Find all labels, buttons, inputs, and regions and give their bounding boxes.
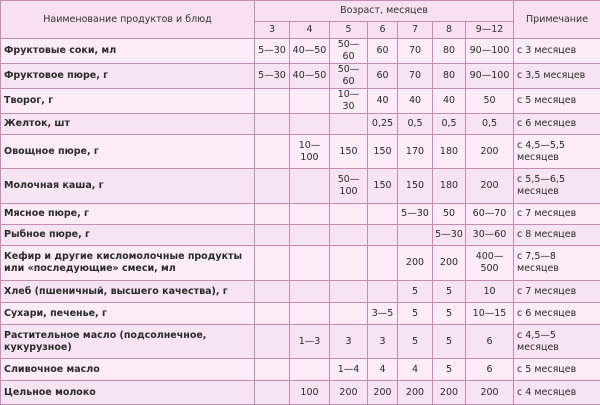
quantity-cell [255, 114, 290, 135]
product-name-cell: Молочная каша, г [1, 169, 255, 204]
quantity-cell [255, 169, 290, 204]
quantity-cell: 0,5 [433, 114, 466, 135]
quantity-cell: 5 [398, 325, 433, 359]
quantity-cell: 10— 100 [290, 135, 330, 169]
table-row [1, 381, 600, 405]
quantity-cell [330, 225, 368, 246]
table-row [1, 64, 600, 89]
quantity-cell: 60 [368, 39, 398, 64]
quantity-cell [290, 225, 330, 246]
quantity-cell: 5—30 [255, 64, 290, 89]
quantity-cell: 10 [466, 281, 514, 303]
product-name-cell: Цельное молоко [1, 381, 255, 405]
quantity-cell: 200 [433, 381, 466, 405]
quantity-cell: 50 [433, 204, 466, 225]
product-name-cell: Творог, г [1, 89, 255, 114]
product-name-cell: Растительное масло (подсолнечное, кукурузное) [1, 325, 255, 359]
quantity-cell: 80 [433, 39, 466, 64]
note-cell: с 6 месяцев [514, 114, 600, 135]
product-name-cell: Кефир и другие кисломолочные продукты или «последующие» смеси, мл [1, 246, 255, 281]
quantity-cell: 40 [433, 89, 466, 114]
table-row [1, 303, 600, 325]
quantity-cell [330, 281, 368, 303]
note-cell: с 5 месяцев [514, 359, 600, 381]
table-row [1, 169, 600, 204]
product-name-cell: Сухари, печенье, г [1, 303, 255, 325]
quantity-cell: 60 [368, 64, 398, 89]
note-cell: с 7,5—8 месяцев [514, 246, 600, 281]
note-cell: с 3 месяцев [514, 39, 600, 64]
note-cell: с 3,5 месяцев [514, 64, 600, 89]
quantity-cell [255, 225, 290, 246]
quantity-cell: 80 [433, 64, 466, 89]
quantity-cell: 6 [466, 325, 514, 359]
quantity-cell [368, 225, 398, 246]
age-group-header: Возраст, месяцев [255, 1, 514, 22]
quantity-cell [330, 303, 368, 325]
quantity-cell: 3 [368, 325, 398, 359]
quantity-cell: 40—50 [290, 39, 330, 64]
quantity-cell [255, 281, 290, 303]
product-name-cell: Рыбное пюре, г [1, 225, 255, 246]
product-name-cell: Фруктовое пюре, г [1, 64, 255, 89]
age-month-header: 8 [433, 22, 466, 39]
product-name-cell: Мясное пюре, г [1, 204, 255, 225]
quantity-cell: 70 [398, 64, 433, 89]
quantity-cell: 0,5 [398, 114, 433, 135]
quantity-cell: 200 [368, 381, 398, 405]
quantity-cell: 180 [433, 135, 466, 169]
quantity-cell: 200 [433, 246, 466, 281]
quantity-cell: 4 [398, 359, 433, 381]
table-row [1, 325, 600, 359]
quantity-cell: 180 [433, 169, 466, 204]
quantity-cell: 150 [330, 135, 368, 169]
quantity-cell [330, 246, 368, 281]
quantity-cell: 200 [398, 246, 433, 281]
quantity-cell [255, 89, 290, 114]
quantity-cell: 4 [368, 359, 398, 381]
quantity-cell: 5—30 [255, 39, 290, 64]
quantity-cell: 5 [433, 325, 466, 359]
quantity-cell: 5 [398, 303, 433, 325]
product-name-cell: Хлеб (пшеничный, высшего качества), г [1, 281, 255, 303]
quantity-cell: 200 [466, 135, 514, 169]
table-row [1, 359, 600, 381]
age-month-header: 6 [368, 22, 398, 39]
quantity-cell: 40 [398, 89, 433, 114]
quantity-cell: 60—70 [466, 204, 514, 225]
note-cell: с 4 месяцев [514, 381, 600, 405]
quantity-cell [368, 246, 398, 281]
note-cell: с 5,5—6,5 месяцев [514, 169, 600, 204]
quantity-cell [290, 89, 330, 114]
product-column-header: Наименование продуктов и блюд [1, 1, 255, 39]
age-month-header: 4 [290, 22, 330, 39]
quantity-cell [330, 204, 368, 225]
quantity-cell: 150 [368, 169, 398, 204]
quantity-cell: 100 [290, 381, 330, 405]
quantity-cell: 5 [398, 281, 433, 303]
quantity-cell: 5 [433, 303, 466, 325]
quantity-cell: 150 [398, 169, 433, 204]
note-cell: с 7 месяцев [514, 204, 600, 225]
quantity-cell: 50—60 [330, 64, 368, 89]
product-name-cell: Овощное пюре, г [1, 135, 255, 169]
quantity-cell: 200 [398, 381, 433, 405]
table-row [1, 89, 600, 114]
quantity-cell: 50 [466, 89, 514, 114]
quantity-cell: 40 [368, 89, 398, 114]
quantity-cell [290, 169, 330, 204]
age-month-header: 7 [398, 22, 433, 39]
quantity-cell: 3—5 [368, 303, 398, 325]
quantity-cell [290, 303, 330, 325]
quantity-cell [368, 281, 398, 303]
quantity-cell: 200 [330, 381, 368, 405]
quantity-cell [330, 114, 368, 135]
quantity-cell: 70 [398, 39, 433, 64]
quantity-cell: 40—50 [290, 64, 330, 89]
quantity-cell: 10—30 [330, 89, 368, 114]
quantity-cell: 0,5 [466, 114, 514, 135]
table-row [1, 114, 600, 135]
quantity-cell [290, 281, 330, 303]
quantity-cell [255, 204, 290, 225]
quantity-cell: 0,25 [368, 114, 398, 135]
quantity-cell: 5—30 [398, 204, 433, 225]
table-row [1, 246, 600, 281]
product-name-cell: Сливочное масло [1, 359, 255, 381]
quantity-cell: 150 [368, 135, 398, 169]
quantity-cell: 3 [330, 325, 368, 359]
note-cell: с 6 месяцев [514, 303, 600, 325]
note-cell: с 4,5—5 месяцев [514, 325, 600, 359]
table-row [1, 39, 600, 64]
note-cell: с 7 месяцев [514, 281, 600, 303]
quantity-cell [255, 303, 290, 325]
quantity-cell: 10—15 [466, 303, 514, 325]
quantity-cell [398, 225, 433, 246]
note-cell: с 5 месяцев [514, 89, 600, 114]
product-name-cell: Желток, шт [1, 114, 255, 135]
quantity-cell: 200 [466, 381, 514, 405]
quantity-cell [290, 114, 330, 135]
quantity-cell: 5—30 [433, 225, 466, 246]
note-cell: с 8 месяцев [514, 225, 600, 246]
quantity-cell: 400— 500 [466, 246, 514, 281]
age-month-header: 5 [330, 22, 368, 39]
quantity-cell [255, 381, 290, 405]
table-row [1, 225, 600, 246]
table-row [1, 204, 600, 225]
quantity-cell: 90—100 [466, 64, 514, 89]
quantity-cell: 50—60 [330, 39, 368, 64]
quantity-cell: 50— 100 [330, 169, 368, 204]
quantity-cell: 6 [466, 359, 514, 381]
quantity-cell [255, 359, 290, 381]
quantity-cell [368, 204, 398, 225]
quantity-cell: 30—60 [466, 225, 514, 246]
quantity-cell: 5 [433, 281, 466, 303]
age-month-header: 3 [255, 22, 290, 39]
table-row [1, 281, 600, 303]
quantity-cell [290, 246, 330, 281]
quantity-cell [255, 246, 290, 281]
quantity-cell: 90—100 [466, 39, 514, 64]
product-name-cell: Фруктовые соки, мл [1, 39, 255, 64]
quantity-cell [255, 135, 290, 169]
quantity-cell: 1—3 [290, 325, 330, 359]
table-row [1, 135, 600, 169]
quantity-cell [290, 359, 330, 381]
quantity-cell: 5 [433, 359, 466, 381]
quantity-cell [255, 325, 290, 359]
quantity-cell: 170 [398, 135, 433, 169]
quantity-cell: 200 [466, 169, 514, 204]
age-month-header: 9—12 [466, 22, 514, 39]
quantity-cell [290, 204, 330, 225]
note-cell: с 4,5—5,5 месяцев [514, 135, 600, 169]
note-column-header: Примечание [514, 1, 600, 39]
quantity-cell: 1—4 [330, 359, 368, 381]
table-body [1, 39, 600, 405]
